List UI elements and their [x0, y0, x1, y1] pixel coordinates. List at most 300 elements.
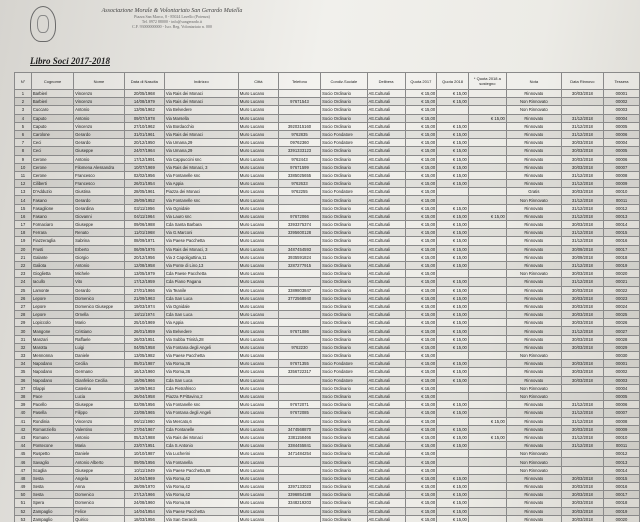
- table-cell: Att.Culturali: [367, 90, 405, 98]
- table-cell: Ornella: [74, 311, 125, 319]
- table-row: [15, 302, 640, 310]
- table-cell: 10: [15, 163, 32, 171]
- members-table: [14, 72, 640, 522]
- table-cell: Att.Culturali: [367, 278, 405, 286]
- table-cell: 30/03/2018: [561, 163, 603, 171]
- table-cell: 00001: [604, 90, 640, 98]
- table-cell: 13/06/1962: [124, 106, 164, 114]
- table-cell: [468, 122, 506, 130]
- table-cell: Att.Culturali: [367, 499, 405, 507]
- table-cell: Angela: [74, 474, 125, 482]
- table-cell: Cda San Luca: [164, 376, 238, 384]
- table-cell: 20/05/1968: [124, 90, 164, 98]
- table-cell: 3: [15, 106, 32, 114]
- table-cell: Rinnovato: [506, 368, 561, 376]
- association-codes: C.F. 93000000000 - Iscr. Reg. Volontariato n. 000: [132, 24, 212, 29]
- table-cell: Att.Culturali: [367, 237, 405, 245]
- table-cell: Daniele: [74, 352, 125, 360]
- table-cell: 00010: [604, 188, 640, 196]
- table-cell: 00011: [604, 442, 640, 450]
- table-cell: Socio Ordinario: [321, 286, 367, 294]
- table-cell: € 15,00: [437, 245, 469, 253]
- table-cell: 14/08/1979: [124, 98, 164, 106]
- table-cell: € 15,00: [405, 90, 437, 98]
- table-cell: € 15,00: [437, 98, 469, 106]
- table-cell: 13/05/1982: [124, 352, 164, 360]
- table-cell: Antonio: [74, 155, 125, 163]
- table-cell: 00016: [604, 237, 640, 245]
- table-cell: Non Rinnovato: [506, 450, 561, 458]
- table-cell: Pacello: [31, 401, 73, 409]
- table-cell: Barbieri: [31, 90, 73, 98]
- table-cell: Zampaglio: [31, 507, 73, 515]
- table-cell: 26/04/1958: [124, 392, 164, 400]
- table-cell: Muro Lucano: [238, 204, 278, 212]
- table-cell: 00002: [604, 368, 640, 376]
- table-cell: Muro Lucano: [238, 458, 278, 466]
- table-cell: 25/10/1969: [124, 319, 164, 327]
- table-cell: € 15,00: [405, 270, 437, 278]
- table-cell: 05/01/1987: [124, 360, 164, 368]
- table-row: [15, 245, 640, 253]
- table-cell: Socio Ordinario: [321, 343, 367, 351]
- table-cell: 30/03/2018: [561, 474, 603, 482]
- table-row: [15, 409, 640, 417]
- table-cell: 10/10/1987: [124, 450, 164, 458]
- table-cell: 25: [15, 286, 32, 294]
- table-cell: 5: [15, 122, 32, 130]
- table-cell: Manzari: [31, 335, 73, 343]
- table-cell: 24/04/1969: [124, 474, 164, 482]
- table-cell: 08/09/1971: [124, 237, 164, 245]
- table-cell: Cda Paese Pacchetta: [164, 270, 238, 278]
- table-cell: 31/12/2018: [561, 130, 603, 138]
- table-cell: Via Paese Pacchetta,68: [164, 466, 238, 474]
- table-cell: 27/10/1962: [124, 122, 164, 130]
- table-cell: Muro Lucano: [238, 384, 278, 392]
- table-cell: € 15,00: [405, 491, 437, 499]
- table-cell: 00013: [604, 212, 640, 220]
- table-cell: € 15,00: [405, 474, 437, 482]
- table-cell: Sesta: [31, 491, 73, 499]
- table-cell: Att.Culturali: [367, 507, 405, 515]
- table-cell: Socio Ordinario: [321, 114, 367, 122]
- table-cell: € 15,00: [405, 302, 437, 310]
- table-cell: 31/12/2018: [561, 278, 603, 286]
- table-cell: Via Appia: [164, 319, 238, 327]
- table-cell: [278, 384, 320, 392]
- table-cell: Piazza dei Monaci: [164, 188, 238, 196]
- table-row: [15, 507, 640, 515]
- table-cell: 32: [15, 343, 32, 351]
- page-title: Libro Soci 2017-2018: [30, 56, 110, 66]
- table-cell: Att.Culturali: [367, 515, 405, 522]
- column-header: Indirizzo: [164, 73, 238, 90]
- table-cell: Att.Culturali: [367, 147, 405, 155]
- table-cell: Socio Ordinario: [321, 483, 367, 491]
- table-cell: Socio Fondatore: [321, 130, 367, 138]
- table-cell: Socio Ordinario: [321, 90, 367, 98]
- table-cell: € 15,00: [468, 212, 506, 220]
- table-cell: Muro Lucano: [238, 139, 278, 147]
- table-cell: Napodano: [31, 376, 73, 384]
- table-cell: Lepore: [31, 302, 73, 310]
- column-header: Nome: [74, 73, 125, 90]
- table-cell: € 15,00: [405, 114, 437, 122]
- table-cell: 3397133023: [278, 483, 320, 491]
- table-cell: [278, 376, 320, 384]
- table-cell: Rinnovato: [506, 417, 561, 425]
- table-cell: 00008: [604, 171, 640, 179]
- table-cell: [468, 442, 506, 450]
- table-cell: Rinnovato: [506, 491, 561, 499]
- association-logo-icon: [30, 6, 56, 42]
- table-cell: Att.Culturali: [367, 114, 405, 122]
- table-cell: [278, 270, 320, 278]
- column-header: Quota 2018: [437, 73, 469, 90]
- table-cell: 28/09/1970: [124, 483, 164, 491]
- table-cell: Via Roma,42: [164, 483, 238, 491]
- table-cell: Att.Culturali: [367, 212, 405, 220]
- table-cell: Socio Ordinario: [321, 270, 367, 278]
- table-cell: Cda Fontanelle: [164, 425, 238, 433]
- table-cell: Socio Ordinario: [321, 319, 367, 327]
- table-cell: Via Roma,56: [164, 499, 238, 507]
- table-cell: [468, 106, 506, 114]
- table-cell: Muro Lucano: [238, 343, 278, 351]
- table-cell: Att.Culturali: [367, 229, 405, 237]
- table-cell: Rinnovato: [506, 204, 561, 212]
- table-cell: 97671599: [278, 163, 320, 171]
- table-cell: Att.Culturali: [367, 384, 405, 392]
- table-cell: Via Fontana degli Angeli: [164, 343, 238, 351]
- table-cell: Att.Culturali: [367, 491, 405, 499]
- table-cell: [561, 458, 603, 466]
- table-cell: Muro Lucano: [238, 409, 278, 417]
- table-cell: 31/12/2018: [561, 261, 603, 269]
- table-cell: Rinnovato: [506, 409, 561, 417]
- table-cell: € 15,00: [405, 130, 437, 138]
- table-row: [15, 311, 640, 319]
- table-cell: 11: [15, 171, 32, 179]
- table-cell: 15: [15, 204, 32, 212]
- table-cell: Scaglia: [31, 466, 73, 474]
- table-cell: Socio Ordinario: [321, 302, 367, 310]
- table-cell: 00006: [604, 401, 640, 409]
- table-cell: [468, 278, 506, 286]
- table-cell: 30/03/2018: [561, 311, 603, 319]
- table-cell: 3474568870: [278, 425, 320, 433]
- table-cell: Fasaglione: [31, 204, 73, 212]
- table-cell: 30: [15, 327, 32, 335]
- table-cell: 00004: [604, 139, 640, 147]
- table-cell: Via Umana,29: [164, 139, 238, 147]
- table-row: [15, 401, 640, 409]
- table-cell: 02/02/1956: [124, 171, 164, 179]
- table-cell: Socio Ordinario: [321, 515, 367, 522]
- table-cell: Rinnovato: [506, 483, 561, 491]
- table-cell: Muro Lucano: [238, 327, 278, 335]
- table-cell: € 15,00: [405, 483, 437, 491]
- table-cell: 6: [15, 130, 32, 138]
- table-cell: Socio Ordinario: [321, 196, 367, 204]
- table-cell: 26/01/1959: [124, 327, 164, 335]
- table-cell: € 15,00: [405, 106, 437, 114]
- table-cell: Via Fontanelle snc: [164, 171, 238, 179]
- table-cell: € 15,00: [405, 163, 437, 171]
- table-cell: Rinnovato: [506, 245, 561, 253]
- table-cell: Gerardo: [74, 196, 125, 204]
- table-cell: Att.Culturali: [367, 401, 405, 409]
- table-cell: Via Rais dei Monaci: [164, 98, 238, 106]
- table-cell: Via San Gerardo: [164, 515, 238, 522]
- table-row: [15, 491, 640, 499]
- table-cell: [468, 130, 506, 138]
- table-cell: 16/06/1966: [124, 376, 164, 384]
- table-cell: Socio Ordinario: [321, 106, 367, 114]
- table-row: [15, 204, 640, 212]
- table-cell: Att.Culturali: [367, 286, 405, 294]
- table-cell: 30/03/2018: [561, 302, 603, 310]
- table-row: [15, 360, 640, 368]
- table-cell: Francesco: [74, 180, 125, 188]
- table-cell: Att.Culturali: [367, 417, 405, 425]
- table-cell: Socio Ordinario: [321, 392, 367, 400]
- table-cell: Via Rais dei Monaci: [164, 130, 238, 138]
- table-cell: 00007: [604, 163, 640, 171]
- table-cell: Gerardo: [74, 130, 125, 138]
- table-cell: Via Bordacchio: [164, 122, 238, 130]
- table-cell: 30/03/2018: [561, 499, 603, 507]
- table-cell: Rinnovato: [506, 90, 561, 98]
- table-cell: Socio Ordinario: [321, 237, 367, 245]
- table-cell: € 15,00: [405, 229, 437, 237]
- table-cell: Socio Ordinario: [321, 384, 367, 392]
- table-cell: [468, 311, 506, 319]
- table-cell: Domenico: [74, 294, 125, 302]
- table-cell: 27/01/1966: [124, 286, 164, 294]
- table-cell: € 15,00: [405, 278, 437, 286]
- table-cell: Socio Ordinario: [321, 466, 367, 474]
- table-cell: Maria: [74, 442, 125, 450]
- table-cell: Rinnovato: [506, 294, 561, 302]
- table-cell: Muro Lucano: [238, 417, 278, 425]
- table-cell: Muro Lucano: [238, 90, 278, 98]
- table-cell: 30/03/2018: [561, 507, 603, 515]
- table-cell: 31/12/2018: [561, 114, 603, 122]
- table-cell: Muro Lucano: [238, 401, 278, 409]
- table-cell: 16: [15, 212, 32, 220]
- table-cell: € 15,00: [405, 335, 437, 343]
- table-cell: 20: [15, 245, 32, 253]
- table-cell: € 15,00: [405, 171, 437, 179]
- table-cell: 3385025655: [278, 171, 320, 179]
- table-row: [15, 253, 640, 261]
- table-cell: 31/12/2018: [561, 442, 603, 450]
- table-cell: Muro Lucano: [238, 352, 278, 360]
- table-cell: 00005: [604, 147, 640, 155]
- table-cell: € 15,00: [405, 204, 437, 212]
- table-cell: [561, 352, 603, 360]
- table-cell: 1: [15, 90, 32, 98]
- table-cell: Rinnovato: [506, 253, 561, 261]
- table-row: [15, 319, 640, 327]
- table-cell: [468, 491, 506, 499]
- table-cell: Muro Lucano: [238, 229, 278, 237]
- table-cell: 30/03/2018: [561, 270, 603, 278]
- table-cell: [468, 302, 506, 310]
- table-cell: Michele: [74, 270, 125, 278]
- table-cell: 00002: [604, 98, 640, 106]
- table-row: [15, 417, 640, 425]
- table-cell: Socio Ordinario: [321, 409, 367, 417]
- table-cell: 97671086: [278, 327, 320, 335]
- table-cell: 00001: [604, 360, 640, 368]
- table-cell: 00003: [604, 376, 640, 384]
- table-cell: Att.Culturali: [367, 319, 405, 327]
- table-row: [15, 384, 640, 392]
- table-cell: [278, 474, 320, 482]
- table-cell: Via Paese Pacchetta: [164, 507, 238, 515]
- table-cell: 31/12/2018: [561, 237, 603, 245]
- table-cell: 30/03/2018: [561, 376, 603, 384]
- table-cell: 00017: [604, 491, 640, 499]
- table-cell: 30/03/2018: [561, 425, 603, 433]
- table-cell: [468, 204, 506, 212]
- table-cell: Frusti: [31, 245, 73, 253]
- table-cell: € 15,00: [405, 425, 437, 433]
- table-cell: Via Paese Pacchetta: [164, 352, 238, 360]
- table-cell: [561, 384, 603, 392]
- table-cell: 97672071: [278, 401, 320, 409]
- table-cell: Rinnovato: [506, 122, 561, 130]
- table-cell: Via Belvedere: [164, 106, 238, 114]
- table-cell: Muro Lucano: [238, 499, 278, 507]
- table-cell: € 15,00: [437, 171, 469, 179]
- table-cell: Muro Lucano: [238, 188, 278, 196]
- table-cell: Socio Ordinario: [321, 311, 367, 319]
- table-cell: 22: [15, 261, 32, 269]
- table-cell: Caterina: [74, 384, 125, 392]
- table-cell: € 15,00: [437, 491, 469, 499]
- table-cell: [278, 392, 320, 400]
- table-cell: [278, 114, 320, 122]
- table-cell: [468, 360, 506, 368]
- table-cell: Pontecone: [31, 442, 73, 450]
- table-cell: 03/11/1956: [124, 204, 164, 212]
- table-cell: 30/03/2018: [561, 515, 603, 522]
- table-cell: Socio Ordinario: [321, 221, 367, 229]
- table-cell: 3393375374: [278, 221, 320, 229]
- table-cell: [437, 188, 469, 196]
- table-cell: 28/05/1961: [124, 188, 164, 196]
- table-cell: € 15,00: [405, 237, 437, 245]
- table-cell: Socio Fondatore: [321, 376, 367, 384]
- table-cell: Att.Culturali: [367, 368, 405, 376]
- table-cell: Att.Culturali: [367, 98, 405, 106]
- table-cell: 12: [15, 180, 32, 188]
- table-cell: [468, 409, 506, 417]
- table-cell: 52: [15, 507, 32, 515]
- table-cell: [468, 483, 506, 491]
- table-cell: € 15,00: [468, 417, 506, 425]
- table-cell: € 15,00: [405, 417, 437, 425]
- table-cell: Gianfelice Cecilia: [74, 376, 125, 384]
- table-cell: 27/12/1966: [124, 491, 164, 499]
- table-cell: 9762255: [278, 188, 320, 196]
- table-cell: Rinnovato: [506, 302, 561, 310]
- table-cell: Rinnovato: [506, 139, 561, 147]
- table-cell: Cecilia: [74, 360, 125, 368]
- table-cell: 48: [15, 474, 32, 482]
- table-cell: [468, 392, 506, 400]
- table-cell: 31/12/2018: [561, 180, 603, 188]
- table-row: [15, 343, 640, 351]
- table-cell: [278, 515, 320, 522]
- table-cell: € 15,00: [468, 114, 506, 122]
- table-cell: Muro Lucano: [238, 450, 278, 458]
- table-cell: 09/07/1978: [124, 114, 164, 122]
- table-cell: Non Rinnovato: [506, 392, 561, 400]
- table-row: [15, 98, 640, 106]
- table-row: [15, 442, 640, 450]
- table-cell: Via Fontanelle snc: [164, 196, 238, 204]
- table-cell: Att.Culturali: [367, 139, 405, 147]
- table-cell: [468, 229, 506, 237]
- table-cell: Rinnovato: [506, 327, 561, 335]
- table-cell: Socio Ordinario: [321, 261, 367, 269]
- table-cell: Sesta: [31, 474, 73, 482]
- table-cell: 21/09/1963: [124, 294, 164, 302]
- table-cell: 31/12/2018: [561, 212, 603, 220]
- table-cell: [468, 261, 506, 269]
- table-cell: 00004: [604, 114, 640, 122]
- table-cell: Muro Lucano: [238, 155, 278, 163]
- table-cell: Socio Ordinario: [321, 433, 367, 441]
- table-cell: 00011: [604, 196, 640, 204]
- table-cell: Antonio: [74, 106, 125, 114]
- table-cell: 18: [15, 229, 32, 237]
- table-cell: Att.Culturali: [367, 294, 405, 302]
- table-cell: [437, 384, 469, 392]
- table-cell: € 15,00: [437, 499, 469, 507]
- table-row: [15, 90, 640, 98]
- table-cell: 19/03/1974: [124, 302, 164, 310]
- table-cell: [437, 392, 469, 400]
- table-row: [15, 286, 640, 294]
- table-cell: Cda San Luca: [164, 294, 238, 302]
- table-cell: [468, 401, 506, 409]
- table-cell: 30/03/2018: [561, 221, 603, 229]
- table-cell: Non Rinnovato: [506, 106, 561, 114]
- table-cell: 18/03/1956: [124, 515, 164, 522]
- table-cell: 49: [15, 483, 32, 491]
- table-cell: Socio Ordinario: [321, 474, 367, 482]
- table-cell: 16/12/1960: [124, 368, 164, 376]
- table-cell: 04/05/1958: [124, 343, 164, 351]
- table-cell: 97672066: [278, 212, 320, 220]
- table-cell: € 15,00: [437, 130, 469, 138]
- table-cell: 26/03/1951: [124, 335, 164, 343]
- table-cell: 09762360: [278, 139, 320, 147]
- table-cell: Socio Ordinario: [321, 335, 367, 343]
- table-cell: [468, 90, 506, 98]
- table-cell: Socio Ordinario: [321, 294, 367, 302]
- table-cell: Lepore: [31, 294, 73, 302]
- table-cell: € 15,00: [405, 392, 437, 400]
- table-cell: Via Fontanelle snc: [164, 401, 238, 409]
- table-cell: Socio Ordinario: [321, 278, 367, 286]
